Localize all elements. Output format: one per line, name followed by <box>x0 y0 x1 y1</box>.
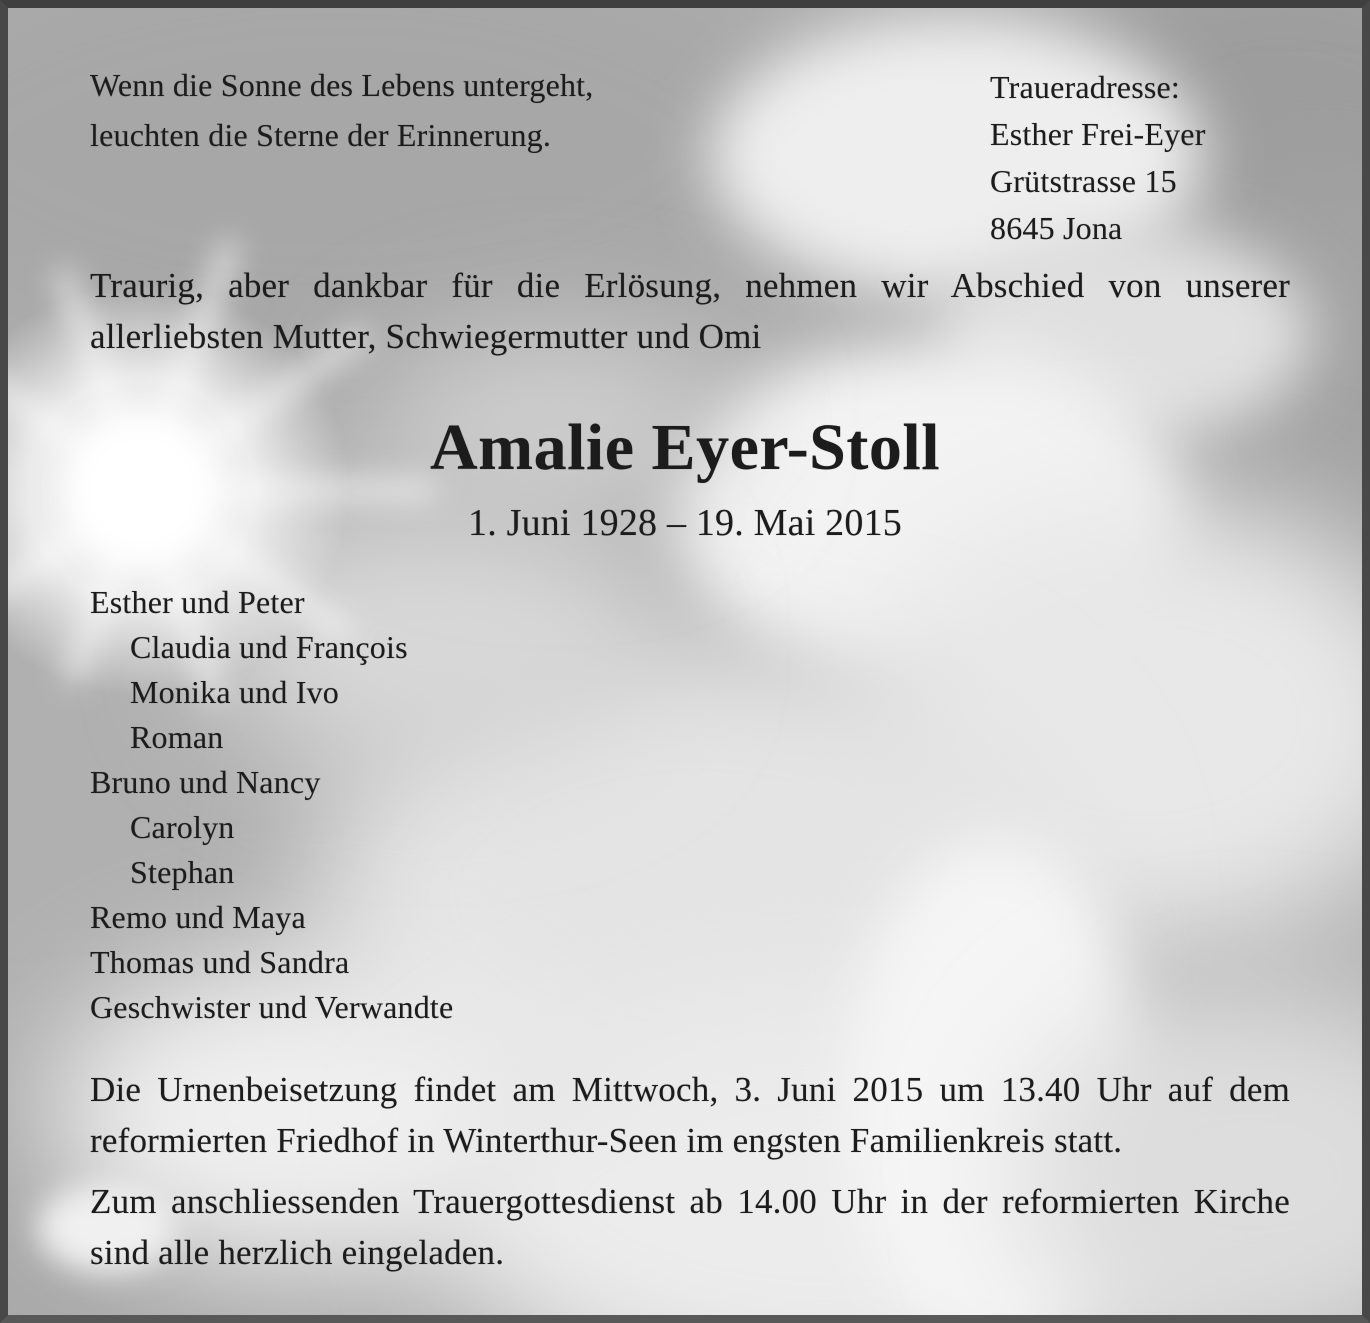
mourner-line: Stephan <box>130 854 235 890</box>
notice-content <box>8 8 1362 1315</box>
mourner-line: Carolyn <box>130 809 235 845</box>
mourner-line: Thomas und Sandra <box>90 944 350 980</box>
epigraph-line-1: Wenn die Sonne des Lebens untergeht, <box>90 67 594 103</box>
mourner-line: Roman <box>130 719 224 755</box>
mourners-list <box>90 580 453 1030</box>
mourner-line: Remo und Maya <box>90 899 306 935</box>
life-dates: 1. Juni 1928 – 19. Mai 2015 <box>468 502 902 544</box>
mourner-line: Monika und Ivo <box>130 674 340 710</box>
mourning-address-street: Grütstrasse 15 <box>990 163 1177 199</box>
mourning-address <box>990 64 1206 252</box>
mourning-address-name: Esther Frei-Eyer <box>990 116 1206 152</box>
mourner-line: Bruno und Nancy <box>90 764 321 800</box>
mourner-line: Claudia und François <box>130 629 408 665</box>
mourner-line: Esther und Peter <box>90 584 305 620</box>
mourning-address-label: Traueradresse: <box>990 69 1181 105</box>
intro-paragraph: Traurig, aber dankbar für die Erlösung, nehmen wir Abschied von unserer allerliebsten Mutter, Schwiegermutter und Omi <box>90 266 1290 356</box>
mourner-line: Geschwister und Verwandte <box>90 989 454 1025</box>
epigraph-line-2: leuchten die Sterne der Erinnerung. <box>90 117 552 153</box>
mourning-address-city: 8645 Jona <box>990 210 1123 246</box>
epigraph <box>90 60 593 160</box>
burial-info-paragraph: Die Urnenbeisetzung findet am Mittwoch, 3. Juni 2015 um 13.40 Uhr auf dem reformierten Friedhof in Winterthur-Seen im engsten Familienkreis statt. <box>90 1070 1290 1160</box>
service-info-paragraph: Zum anschliessenden Trauergottesdienst ab 14.00 Uhr in der reformierten Kirche sind alle herzlich eingeladen. <box>90 1182 1290 1272</box>
deceased-name: Amalie Eyer-Stoll <box>429 411 941 484</box>
